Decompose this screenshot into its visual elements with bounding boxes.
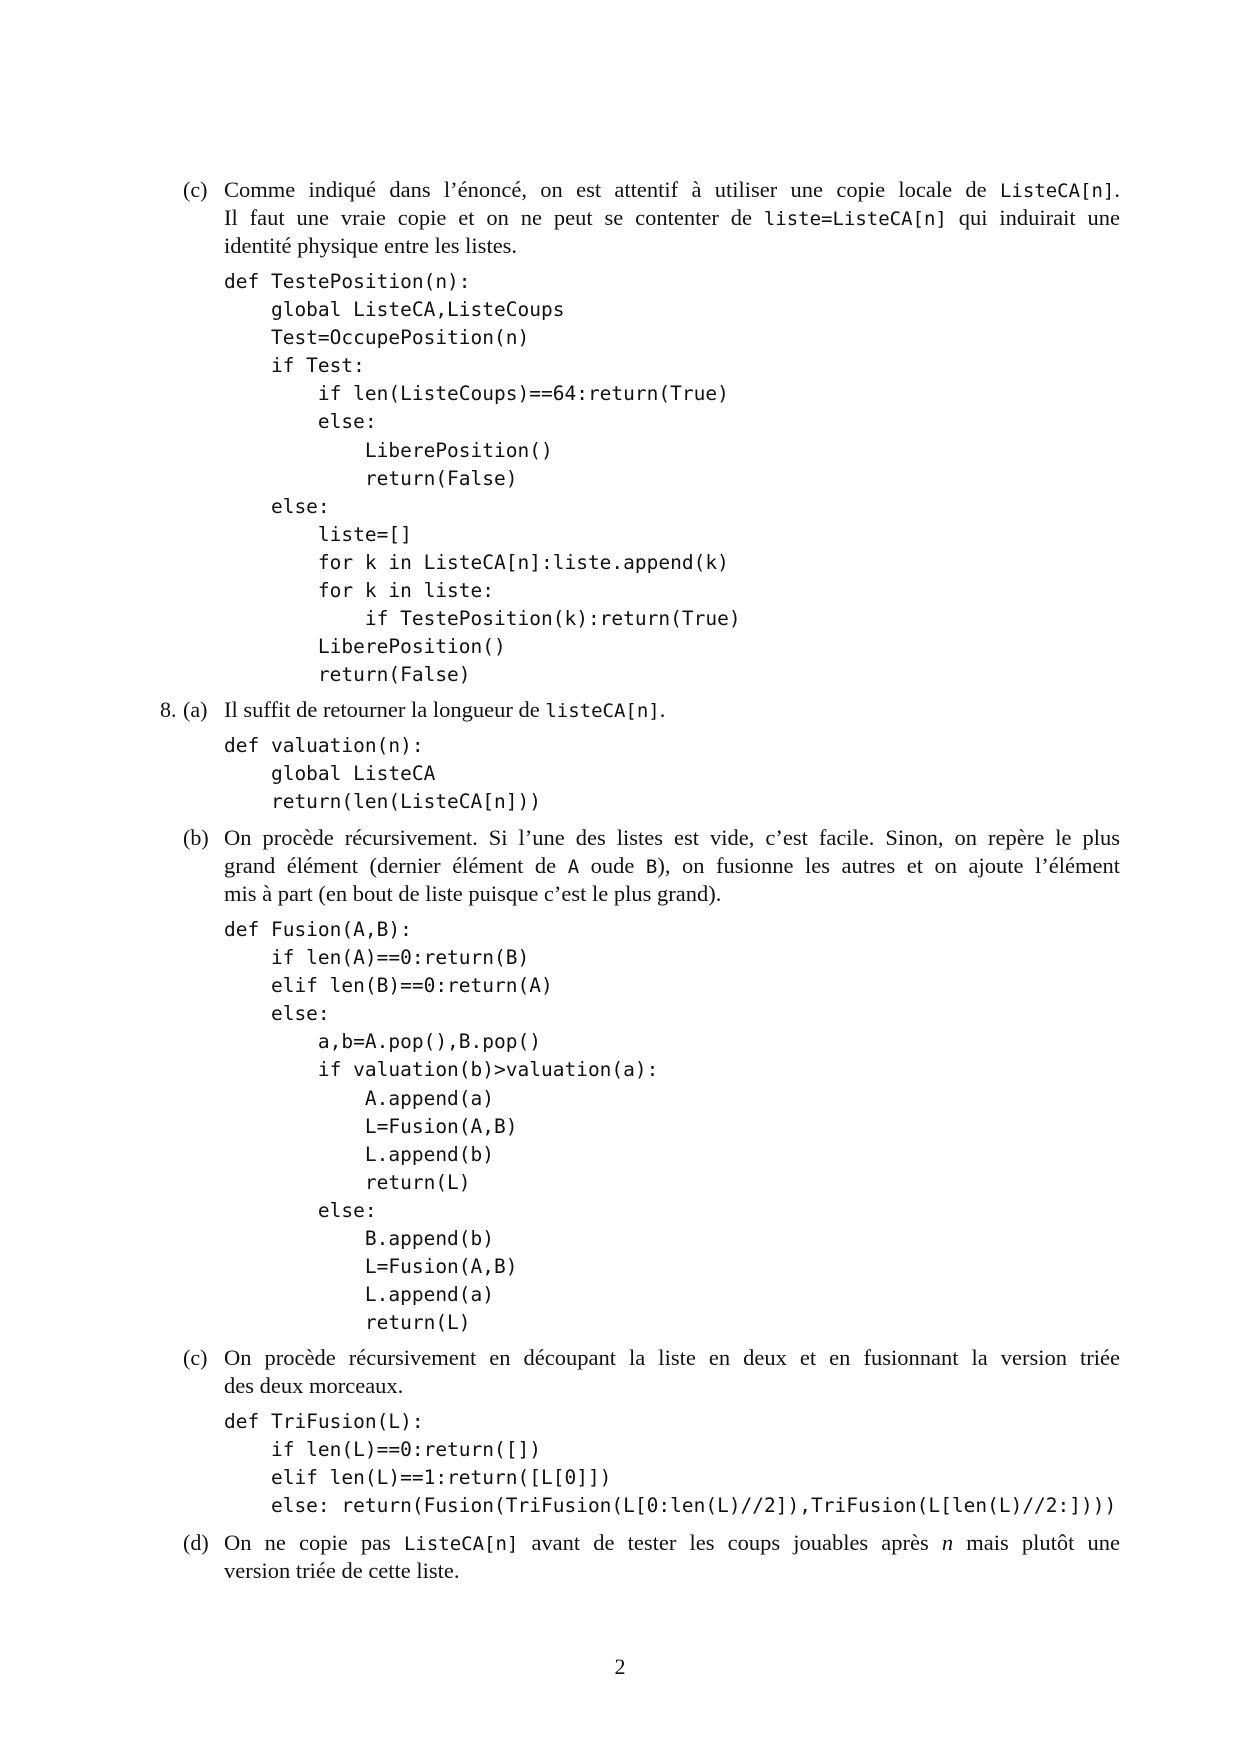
- text-run: oude: [579, 853, 646, 878]
- inline-code: B: [645, 856, 658, 878]
- text-run: qui induirait une: [946, 205, 1120, 230]
- math-variable: n: [941, 1530, 954, 1555]
- inline-code: liste=ListeCA[n]: [763, 208, 947, 230]
- text-run: avant de tester les coups jouables après: [518, 1530, 942, 1555]
- item-8a-text: [224, 696, 1120, 724]
- text-line: des deux morceaux.: [224, 1373, 404, 1398]
- inline-code: A: [567, 856, 580, 878]
- item-7c-text: [224, 176, 1120, 260]
- text-run: .: [1114, 177, 1120, 202]
- inline-code: listeCA[n]: [545, 700, 660, 722]
- code-block-valuation: def valuation(n): global ListeCA return(len(ListeCA[n])): [224, 734, 541, 814]
- inline-code: ListeCA[n]: [999, 180, 1115, 202]
- question-number: 8.: [160, 697, 177, 722]
- item-label: (c): [183, 1345, 208, 1370]
- item-8c-text: [224, 1344, 1120, 1400]
- code-block-fusion: def Fusion(A,B): if len(A)==0:return(B) elif len(B)==0:return(A) else: a,b=A.pop(),B.pop() if valuation(b)>valuation(a): A.append(a) L=Fusion(A,B) L.append(b) return(L) else: B.append(b) L=Fusion(A,B) L.append(a) return(L): [224, 918, 659, 1335]
- text-line: On procède récursivement. Si l’une des listes est vide, c’est facile. Sinon, on repère le plus: [224, 825, 1120, 850]
- inline-code: ListeCA[n]: [403, 1533, 519, 1555]
- text-run: .: [659, 697, 666, 722]
- item-8b-text: [224, 824, 1120, 908]
- text-run: mais plutôt une: [953, 1530, 1120, 1555]
- text-run: grand élément (dernier élément de: [224, 853, 568, 878]
- text-line: version triée de cette liste.: [224, 1558, 460, 1583]
- item-8d-text: [224, 1529, 1120, 1585]
- item-label: (c): [183, 177, 208, 202]
- item-label: (a): [183, 697, 208, 722]
- item-label: (b): [183, 825, 209, 850]
- text-run: ), on fusionne les autres et on ajoute l’élément: [657, 853, 1120, 878]
- text-line: [224, 176, 1120, 204]
- text-run: On ne copie pas: [224, 1530, 404, 1555]
- text-line: [224, 852, 1120, 880]
- text-line: On procède récursivement en découpant la liste en deux et en fusionnant la version triée: [224, 1345, 1120, 1370]
- text-line: identité physique entre les listes.: [224, 233, 518, 258]
- code-block-testeposition: def TestePosition(n): global ListeCA,ListeCoups Test=OccupePosition(n) if Test: if len(ListeCoups)==64:return(True) else: LiberePosition() return(False) else: liste=[] for k in ListeCA[n]:liste.append(k) for k in liste: if TestePosition(k):return(True) LiberePosition() return(False): [224, 270, 741, 687]
- text-run: Comme indiqué dans l’énoncé, on est attentif à utiliser une copie locale de: [224, 177, 1000, 202]
- text-run: Il faut une vraie copie et on ne peut se contenter de: [224, 205, 764, 230]
- text-run: Il suffit de retourner la longueur de: [224, 697, 546, 722]
- item-label: (d): [183, 1530, 209, 1555]
- text-line: mis à part (en bout de liste puisque c’est le plus grand).: [224, 881, 722, 906]
- text-line: [224, 696, 1120, 724]
- page-number: 2: [614, 1654, 626, 1679]
- text-line: [224, 204, 1120, 232]
- code-block-trifusion: def TriFusion(L): if len(L)==0:return([]) elif len(L)==1:return([L[0]]) else: return(Fusion(TriFusion(L[0:len(L)//2]),TriFusion(L[len(L)//2:]))): [224, 1410, 1117, 1518]
- text-line: [224, 1529, 1120, 1557]
